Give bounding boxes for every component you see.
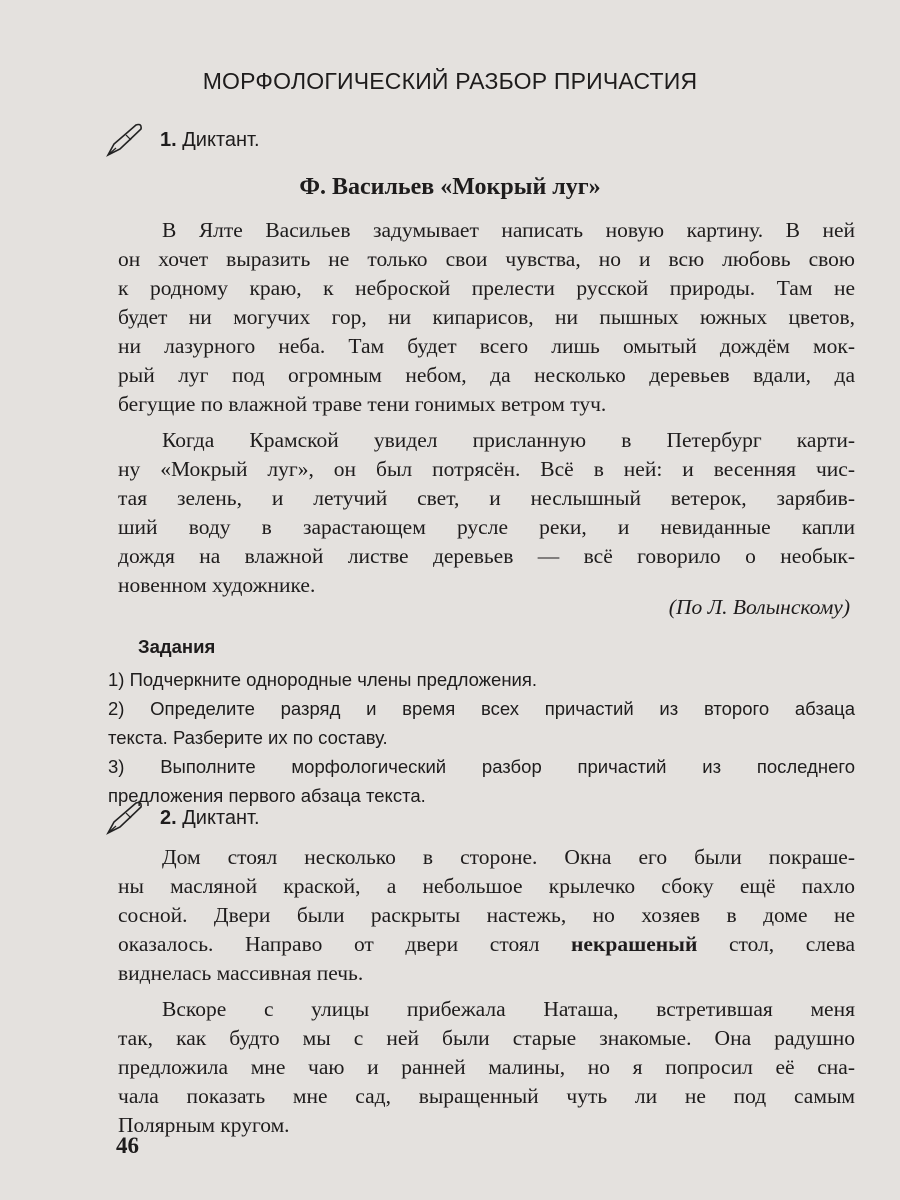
dictation-1-heading xyxy=(104,122,260,158)
text-line: ший воду в зарастающем русле реки, и невиданные капли xyxy=(118,515,855,539)
text-line: будет ни могучих гор, ни кипарисов, ни пышных южных цветов, xyxy=(118,305,855,329)
text-segment: стол, слева xyxy=(697,932,856,956)
text-title: Ф. Васильев «Мокрый луг» xyxy=(299,174,601,200)
text-line: предложила мне чаю и ранней малины, но я попросил её сна- xyxy=(118,1055,855,1079)
text-line: Полярным кругом. xyxy=(118,1113,290,1137)
task-line: 1) Подчеркните однородные члены предложения. xyxy=(108,669,538,690)
dictation-2-heading xyxy=(104,800,260,836)
task-line: текста. Разберите их по составу. xyxy=(108,727,388,748)
text-line xyxy=(118,930,855,959)
text-line: чала показать мне сад, выращенный чуть ли не под самым xyxy=(118,1084,855,1108)
dictation-label: Диктант. xyxy=(182,806,260,829)
fountain-pen-icon xyxy=(104,122,146,158)
text-line: Вскоре с улицы прибежала Наташа, встретившая меня xyxy=(162,997,855,1021)
text-line: ны масляной краской, а небольшое крылечко сбоку ещё пахло xyxy=(118,874,855,898)
dictation-2-text xyxy=(118,843,855,1140)
text-line: Когда Крамской увидел присланную в Петербург карти- xyxy=(162,428,855,452)
text-line: виднелась массивная печь. xyxy=(118,961,364,985)
text-line: бегущие по влажной траве тени гонимых ветром туч. xyxy=(118,392,607,416)
dictation-label: Диктант. xyxy=(182,128,260,151)
text-line: тая зелень, и летучий свет, и неслышный ветерок, зарябив- xyxy=(118,486,855,510)
text-line: сосной. Двери были раскрыты настежь, но хозяев в доме не xyxy=(118,903,855,927)
task-line: 3) Выполните морфологический разбор причастий из последнего xyxy=(108,756,855,777)
text-line: В Ялте Васильев задумывает написать новую картину. В ней xyxy=(162,218,855,242)
task-line: 2) Определите разряд и время всех причастий из второго абзаца xyxy=(108,698,855,719)
text-line: новенном художнике. xyxy=(118,573,316,597)
dictation-number: 2. xyxy=(160,806,177,829)
bleed-through-text xyxy=(520,92,528,123)
attribution: (По Л. Волынскому) xyxy=(668,595,850,619)
text-line: ну «Мокрый луг», он был потрясён. Всё в ней: и весенняя чис- xyxy=(118,457,855,481)
tasks-heading: Задания xyxy=(138,636,216,657)
page-title: МОРФОЛОГИЧЕСКИЙ РАЗБОР ПРИЧАСТИЯ xyxy=(202,68,698,94)
page-number: 46 xyxy=(116,1133,139,1158)
fountain-pen-icon xyxy=(104,800,146,836)
text-line: он хочет выразить не только свои чувства, но и всю любовь свою xyxy=(118,247,855,271)
text-segment: оказалось. Направо от двери стоял xyxy=(118,932,572,956)
dictation-1-text xyxy=(118,216,855,600)
text-line: Дом стоял несколько в стороне. Окна его были покраше- xyxy=(162,845,855,869)
text-line: ни лазурного неба. Там будет всего лишь омытый дождём мок- xyxy=(118,334,855,358)
dictation-number: 1. xyxy=(160,128,177,151)
text-line: дождя на влажной листве деревьев — всё говорило о необык- xyxy=(118,544,855,568)
bold-word: некрашеный xyxy=(571,932,698,956)
text-line: к родному краю, к неброской прелести русской природы. Там не xyxy=(118,276,855,300)
task-line: предложения первого абзаца текста. xyxy=(108,785,426,806)
text-line: так, как будто мы с ней были старые знакомые. Она радушно xyxy=(118,1026,855,1050)
tasks-section xyxy=(108,633,855,810)
text-line: рый луг под огромным небом, да несколько деревьев вдали, да xyxy=(118,363,855,387)
